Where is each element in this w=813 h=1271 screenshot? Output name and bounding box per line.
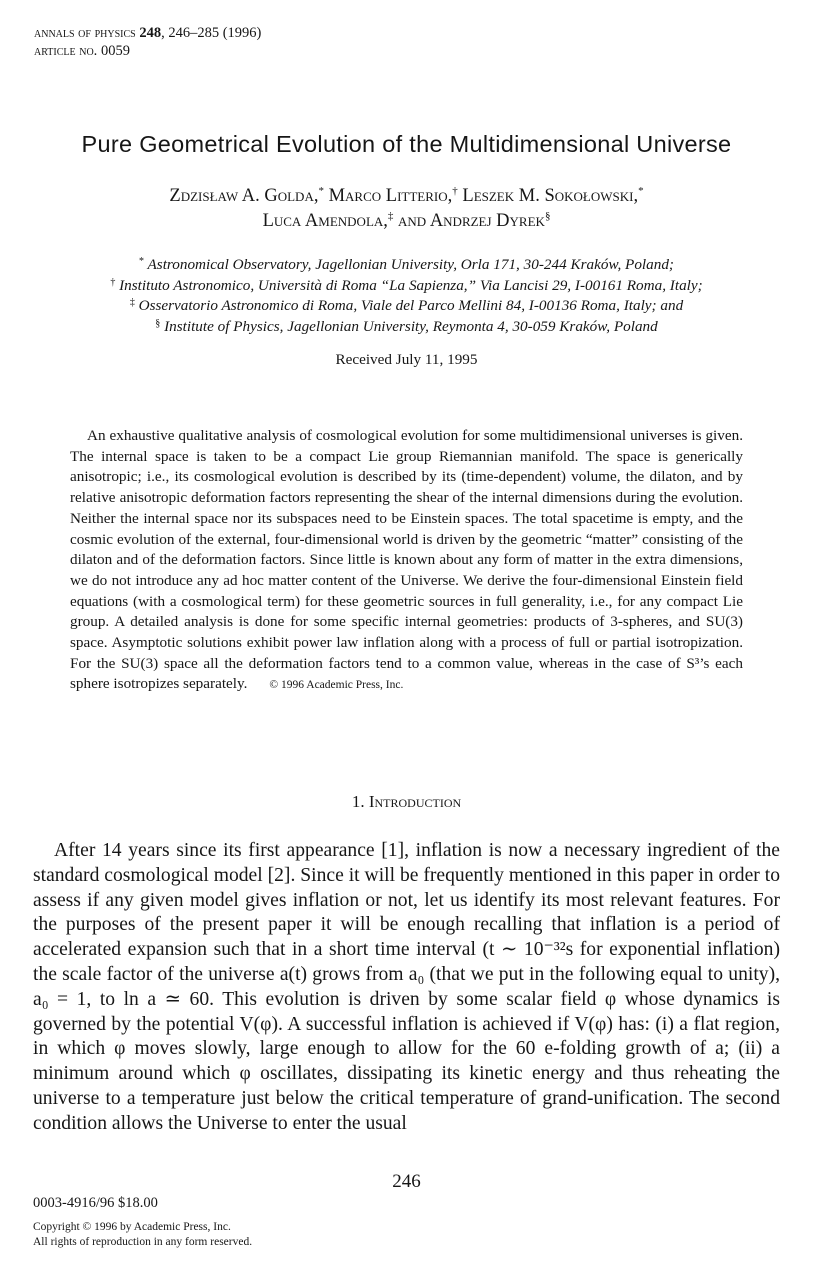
author-conjunction: and — [398, 211, 427, 231]
author-mark: * — [638, 185, 644, 197]
affiliation — [0, 276, 813, 297]
footer-price: 0003-4916/96 $18.00 — [33, 1195, 158, 1211]
journal-citation-line — [34, 24, 261, 42]
affiliation-text: Astronomical Observatory, Jagellonian University, Orla 171, 30-244 Kraków, Poland; — [144, 256, 674, 273]
article-label: article no. — [34, 43, 98, 59]
affiliation — [0, 255, 813, 276]
affiliation-text: Osservatorio Astronomico di Roma, Viale del Parco Mellini 84, I-00136 Roma, Italy; and — [134, 297, 684, 314]
abstract-copyright: © 1996 Academic Press, Inc. — [269, 679, 404, 692]
affiliations — [0, 255, 813, 337]
author-mark: § — [544, 210, 551, 222]
affiliation — [0, 317, 813, 338]
affiliation-mark: ‡ — [129, 297, 135, 308]
author-mark: * — [318, 185, 324, 197]
author-line-2 — [0, 209, 813, 234]
journal-volume: 248 — [139, 25, 162, 41]
page-number: 246 — [392, 1171, 421, 1192]
affiliation-text: Institute of Physics, Jagellonian University, Reymonta 4, 30-059 Kraków, Poland — [160, 317, 658, 335]
author-name: Luca Amendola, — [262, 211, 388, 231]
article-number-line — [34, 42, 261, 60]
author-name: Leszek M. Sokołowski, — [462, 186, 639, 206]
journal-header — [34, 24, 261, 60]
author-name: Andrzej Dyrek — [429, 211, 545, 231]
affiliation-mark: * — [139, 256, 144, 267]
author-name: Marco Litterio, — [328, 186, 453, 206]
footer-copyright: Copyright © 1996 by Academic Press, Inc. — [33, 1221, 231, 1233]
author-name: Zdzisław A. Golda, — [169, 186, 319, 206]
author-mark: † — [452, 185, 458, 197]
paper-title: Pure Geometrical Evolution of the Multidimensional Universe — [81, 131, 732, 157]
footer-rights: All rights of reproduction in any form reserved. — [33, 1236, 253, 1248]
affiliation-mark: § — [155, 317, 161, 329]
section-heading: 1. Introduction — [351, 792, 462, 811]
affiliation — [0, 296, 813, 317]
author-list — [0, 184, 813, 234]
affiliation-text: Instituto Astronomico, Università di Roma “La Sapienza,” Via Lancisi 29, I-00161 Roma, Italy; — [115, 276, 703, 294]
journal-name: annals of physics — [34, 25, 136, 41]
author-line-1 — [0, 184, 813, 209]
body-paragraph — [33, 839, 780, 1137]
abstract-text: An exhaustive qualitative analysis of cosmological evolution for some multidimensional universes is given. The internal space is taken to be a compact Lie group Riemannian manifold. The space is generically anisotropic; i.e., its cosmological evolution is described by its (time-dependent) volume, the dilaton, and by relative anisotropic deformation factors representing the shear of the internal dimensions during the evolution. Neither the internal space nor its subspaces need to be Einstein spaces. The total spacetime is empty, and the cosmic evolution of the external, four-dimensional world is driven by the geometric “matter” consisting of the dilaton and of the deformation factors. Since little is known about any form of matter in the extra dimensions, we do not introduce any ad hoc matter content of the Universe. We derive the four-dimensional Einstein field equations (with a cosmological term) for these geometric sources in full generality, i.e., for any compact Lie group. A detailed analysis is done for some specific internal geometries: products of 3-spheres, and SU(3) space. Asymptotic solutions exhibit power law inflation along with a process of full or partial isotropization. For the SU(3) space all the deformation factors tend to a common value, whereas in the case of S³’s each sphere isotropizes separately. — [70, 427, 743, 693]
abstract — [70, 426, 743, 696]
journal-pages-year: , 246–285 (1996) — [161, 25, 262, 41]
received-date: Received July 11, 1995 — [335, 351, 478, 368]
affiliation-mark: † — [110, 276, 116, 288]
footer — [33, 1196, 252, 1250]
author-mark: ‡ — [387, 210, 394, 222]
body-text: After 14 years since its first appearance [1], inflation is now a necessary ingredient of the standard cosmological model [2]. Since it will be frequently mentioned in this paper in order to assess if any given model gives inflation or not, let us identify its most relevant features. For the purposes of the present paper it will be enough recalling that inflation is a period of accelerated expansion such that in a short time interval (t ∼ 10⁻³²s for exponential inflation) the scale factor of the universe a(t) grows from a₀ (that we put in the following equal to unity), a₀ = 1, to ln a ≃ 60. This evolution is driven by some scalar field φ whose dynamics is governed by the potential V(φ). A successful inflation is achieved if V(φ) has: (i) a flat region, in which φ moves slowly, large enough to allow for the 60 e-folding growth of a; (ii) a minimum around which φ oscillates, dissipating its kinetic energy and thus reheating the universe to a temperature just below the critical temperature of grand-unification. The second condition allows the Universe to enter the usual — [33, 840, 780, 1134]
article-number: 0059 — [100, 43, 130, 59]
